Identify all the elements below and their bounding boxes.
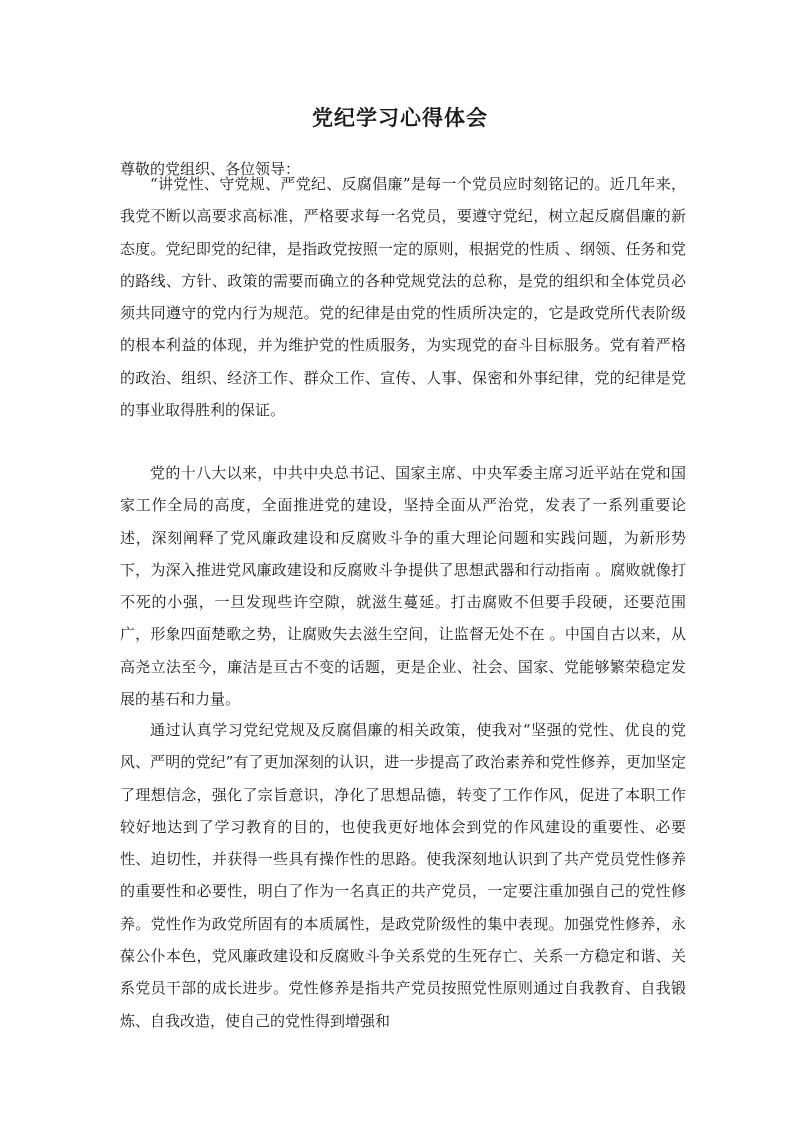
document-title: 党纪学习心得体会 [312, 105, 488, 130]
salutation: 尊敬的党组织、各位领导： [120, 160, 301, 178]
paragraph-2: 党的十八大以来，中共中央总书记、国家主席、中央军委主席习近平站在党和国家工作全局的高度，全面推进党的建设，坚持全面从严治党，发表了一系列重要论述，深刻阐释了党风廉政建设和反腐败斗争的重大理论问题和实践问题，为新形势下，为深入推进党风廉政建设和反腐败斗争提供了思想武器和行动指南 。腐败就像打不死的小强，一旦发现些许空隙，就滋生蔓延。打击腐败不但要手段硬，还要范围广，形象四面楚歌之势，让腐败失去滋生空间，让监督无处不在 。中国自古以来，从高尧立法至今，廉洁是亘古不变的话题，更是企业、社会、国家、党能够繁荣稳定发展的基石和力量。 [120, 464, 686, 709]
paragraph-1: “讲党性、守党规、严党纪、反腐倡廉”是每一个党员应时刻铭记的。近几年来，我党不断以高要求高标准，严格要求每一名党员，要遵守党纪，树立起反腐倡廉的新态度。党纪即党的纪律，是指政党按照一定的原则，根据党的性质 、纲领、任务和党的路线、方针、政策的需要而确立的各种党规党法的总称，是党的组织和全体党员必须共同遵守的党内行为规范。党的纪律是由党的性质所决定的，它是政党所代表阶级的根本利益的体现，并为维护党的性质服务，为实现党的奋斗目标服务。党有着严格的政治、组织、经济工作、群众工作、宣传、人事、保密和外事纪律，党的纪律是党的事业取得胜利的保证。 [120, 175, 686, 420]
paragraph-3: 通过认真学习党纪党规及反腐倡廉的相关政策，使我对“坚强的党性、优良的党风、严明的党纪”有了更加深刻的认识，进一步提高了政治素养和党性修养，更加坚定了理想信念，强化了宗旨意识，净化了思想品德，转变了工作作风，促进了本职工作较好地达到了学习教育的目的，也使我更好地体会到党的作风建设的重要性、必要性、迫切性，并获得一些具有操作性的思路。使我深刻地认识到了共产党员党性修养的重要性和必要性，明白了作为一名真正的共产党员，一定要注重加强自己的党性修养。党性作为政党所固有的本质属性，是政党阶级性的集中表现。加强党性修养，永葆公仆本色，党风廉政建设和反腐败斗争关系党的生死存亡、关系一方稳定和谐、关系党员干部的成长进步。党性修养是指共产党员按照党性原则通过自我教育、自我锻炼、自我改造，使自己的党性得到增强和 [120, 721, 686, 1030]
